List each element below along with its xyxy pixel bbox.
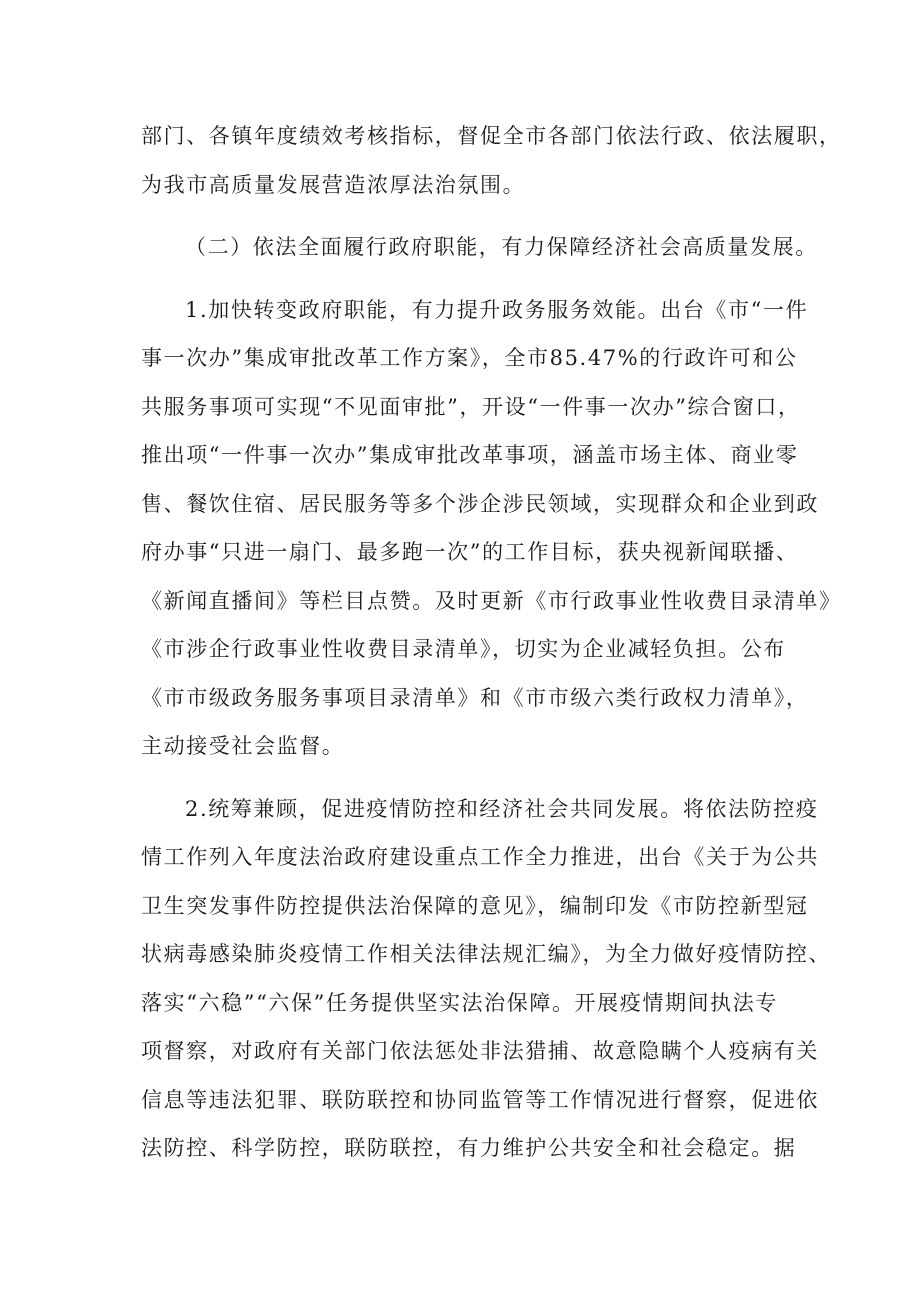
paragraph-gap bbox=[141, 272, 781, 286]
paragraph-1 bbox=[141, 286, 842, 771]
text-line: 事一次办”集成审批改革工作方案》，全市85.47%的行政许可和公 bbox=[141, 346, 798, 370]
heading-line: （二）依法全面履行政府职能，有力保障经济社会高质量发展。 bbox=[185, 235, 818, 259]
text-line: 主动接受社会监督。 bbox=[141, 734, 345, 758]
paragraph-intro bbox=[141, 112, 842, 209]
text-line: 为我市高质量发展营造浓厚法治氛围。 bbox=[141, 172, 526, 197]
text-line: 状病毒感染肺炎疫情工作相关法律法规汇编》，为全力做好疫情防控、 bbox=[141, 942, 832, 966]
paragraph-gap bbox=[141, 209, 781, 223]
text-line: 《市涉企行政事业性收费目录清单》，切实为企业减轻负担。公布 bbox=[141, 637, 786, 661]
text-line: 法防控、科学防控，联防联控，有力维护公共安全和社会稳定。据 bbox=[141, 1136, 797, 1160]
document-body bbox=[141, 112, 842, 1173]
text-line: 推出项“一件事一次办”集成审批改革事项，涵盖市场主体、商业零 bbox=[141, 443, 799, 467]
paragraph-2 bbox=[141, 785, 832, 1173]
text-line: 落实“六稳”“六保”任务提供坚实法治保障。开展疫情期间执法专 bbox=[141, 990, 778, 1015]
text-line: 府办事“只进一扇门、最多跑一次”的工作目标，获央视新闻联播、 bbox=[141, 540, 799, 564]
text-line: 部门、各镇年度绩效考核指标，督促全市各部门依法行政、依法履职， bbox=[141, 124, 842, 148]
text-line: 情工作列入年度法治政府建设重点工作全力推进，出台《关于为公共 bbox=[141, 845, 819, 869]
text-line: 卫生突发事件防控提供法治保障的意见》，编制印发《市防控新型冠 bbox=[141, 893, 809, 918]
text-line: 项督察，对政府有关部门依法惩处非法猎捕、故意隐瞒个人疫病有关 bbox=[141, 1039, 819, 1063]
text-line: 信息等违法犯罪、联防联控和协同监管等工作情况进行督察，促进依 bbox=[141, 1087, 819, 1112]
text-line: 《新闻直播间》等栏目点赞。及时更新《市行政事业性收费目录清单》 bbox=[141, 588, 842, 613]
text-line: 2.统筹兼顾，促进疫情防控和经济社会共同发展。将依法防控疫 bbox=[185, 796, 819, 821]
section-heading bbox=[141, 223, 818, 272]
paragraph-gap bbox=[141, 771, 781, 785]
text-line: 售、餐饮住宿、居民服务等多个涉企涉民领域，实现群众和企业到政 bbox=[141, 491, 819, 516]
text-line: 共服务事项可实现“不见面审批”，开设“一件事一次办”综合窗口， bbox=[141, 394, 801, 419]
text-line: 1.加快转变政府职能，有力提升政务服务效能。出台《市“一件 bbox=[185, 297, 809, 322]
text-line: 《市市级政务服务事项目录清单》和《市市级六类行政权力清单》， bbox=[141, 685, 809, 710]
